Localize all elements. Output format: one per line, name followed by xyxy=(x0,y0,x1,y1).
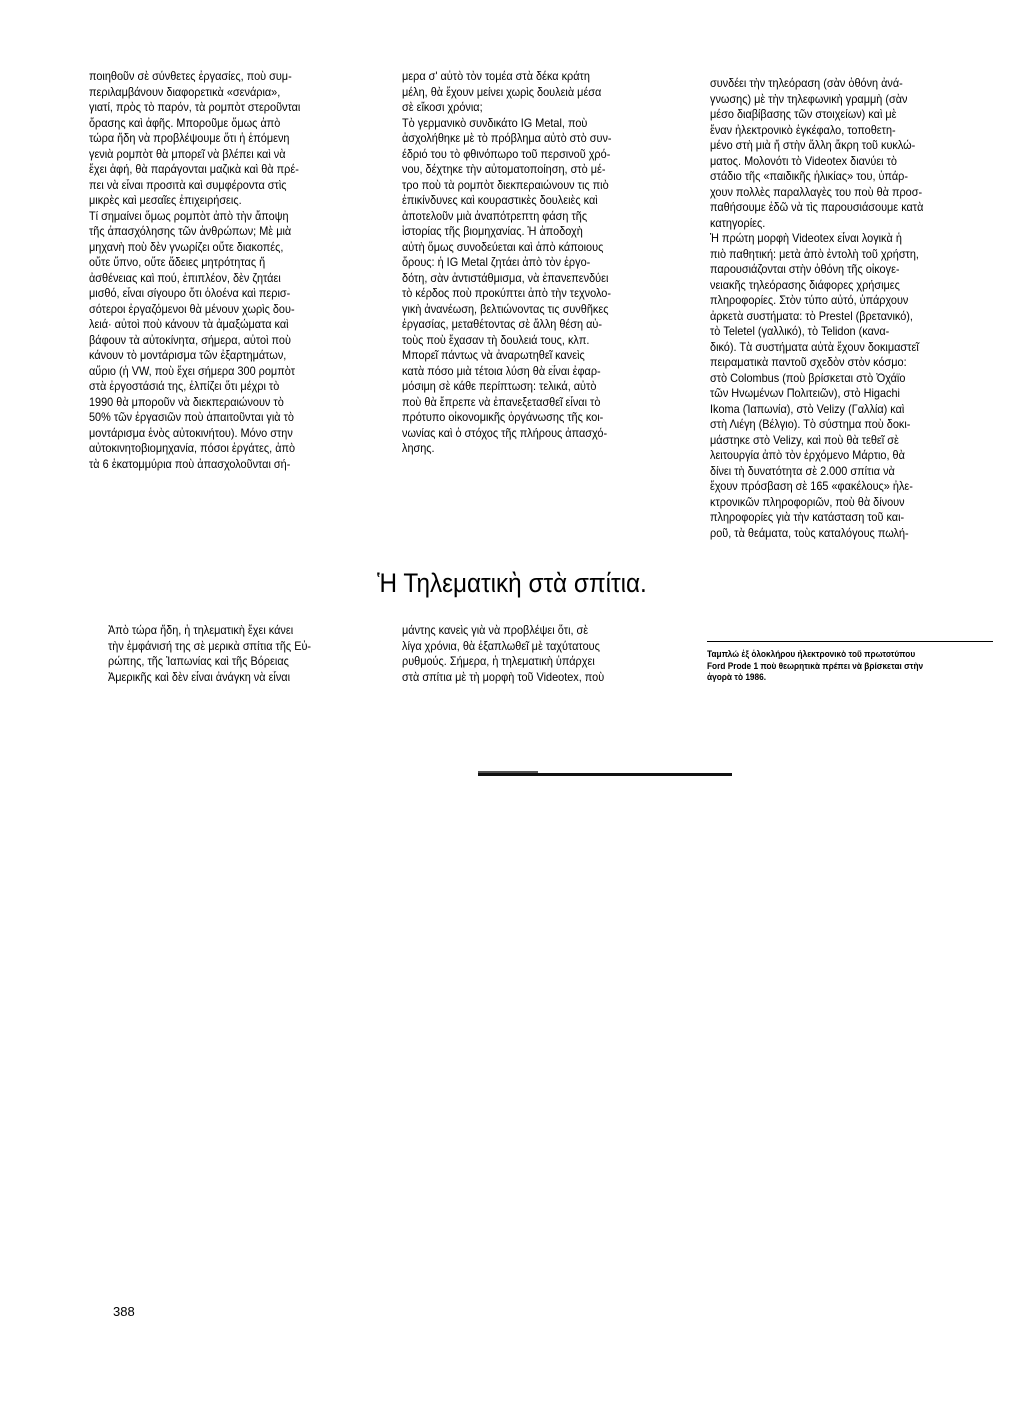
column-2-line: πρότυπο οἰκονομικῆς ὀργάνωσης τῆς κοι- xyxy=(402,411,604,424)
column-2-line: έδριό του τὸ φθινόπωρο τοῦ περσινοῦ χρό- xyxy=(402,147,611,161)
column-1-bottom-line: τὴν ἐμφάνισή της σὲ μερικὰ σπίτια τῆς Εὐ- xyxy=(108,639,312,653)
column-3-line: μάστηκε στὸ Velizy, καὶ ποὺ θὰ τεθεῖ σὲ xyxy=(710,433,899,447)
column-3-line: στάδιο τῆς «παιδικῆς ἡλικίας» του, ὑπάρ- xyxy=(710,170,908,183)
column-2-line: τὸ κέρδος ποὺ προκύπτει ἀπὸ τὴν τεχνολο- xyxy=(402,287,611,300)
column-3-line: στὸ Colombus (ποὺ βρίσκεται στὸ Ὀχάϊο xyxy=(710,371,906,385)
column-2-line: νου, δέχτηκε τὴν αὐτοματοποίηση, στὸ μέ- xyxy=(402,163,606,176)
column-3-line: τὸ Teletel (γαλλικό), τὸ Telidon (κανα- xyxy=(710,325,890,338)
column-2-bottom-line: μάντης κανεὶς γιὰ νὰ προβλέψει ὅτι, σὲ xyxy=(402,624,589,637)
column-2-line: αὐτὴ ὅμως συνοδεύεται καὶ ἀπὸ κάποιους xyxy=(402,240,604,254)
column-2-line: κατὰ πόσο μιὰ τέτοια λύση θὰ εἶναι ἐφαρ- xyxy=(402,364,601,378)
column-3-line: νειακῆς τηλεόρασης διάφορες χρήσιμες xyxy=(710,278,900,292)
column-3-line: ροῦ, τὰ θεάματα, τοὺς καταλόγους πωλή- xyxy=(710,526,909,540)
column-1-line: κάνουν τὸ μοντάρισμα τῶν ἐξαρτημάτων, xyxy=(89,349,287,362)
column-3-line: ματος. Μολονότι τὸ Videotex διανύει τὸ xyxy=(710,154,898,168)
scan-mark xyxy=(478,773,732,776)
column-1-bottom-line: Ἀμερικῆς καὶ δὲν εἶναι ἀνάγκη νὰ εἶναι xyxy=(108,670,291,684)
column-1-bottom xyxy=(108,623,388,685)
column-1-line: μισθό, εἶναι σίγουρο ὅτι ὁλοένα καὶ περισ- xyxy=(89,287,291,300)
column-3-line: ἕναν ἠλεκτρονικὸ ἐγκέφαλο, τοποθετη- xyxy=(710,123,896,137)
column-1-line: μηχανὴ ποὺ δὲν γνωρίζει οὔτε διακοπές, xyxy=(89,240,284,254)
column-1-line: τὰ 6 ἑκατομμύρια ποὺ ἀπασχολοῦνται σή- xyxy=(89,457,291,471)
column-2-bottom-line: στὰ σπίτια μὲ τὴ μορφὴ τοῦ Videotex, ποὺ xyxy=(402,670,605,684)
column-2-line: δότη, σὰν ἀντιστάθμισμα, νὰ ἐπανεπενδύει xyxy=(402,271,609,285)
column-2-line: γικὴ ἀνανέωση, βελτιώνοντας τις συνθῆκες xyxy=(402,302,609,316)
page-number: 388 xyxy=(113,1304,135,1319)
photo-caption xyxy=(707,649,997,684)
column-1-line: λειά· αὐτοὶ ποὺ κάνουν τὰ ἀμαξώματα καὶ xyxy=(89,318,289,331)
column-2-line: ἐπικίνδυνες καὶ κουραστικὲς δουλειὲς καὶ xyxy=(402,194,598,207)
column-1-line: ὅρασης καὶ ἀφῆς. Μποροῦμε ὅμως ἀπὸ xyxy=(89,116,281,130)
column-3-line: παθήσουμε ἐδῶ νὰ τὶς παρουσιάσουμε κατὰ xyxy=(710,201,924,214)
column-3-line: μένο στὴ μιὰ ἤ στὴν ἄλλη ἄκρη τοῦ κυκλώ- xyxy=(710,139,916,152)
column-3-line: γνωσης) μὲ τὴν τηλεφωνικὴ γραμμὴ (σὰν xyxy=(710,92,908,106)
column-3-line: παρουσιάζονται στὴν ὀθόνη τῆς οἰκογε- xyxy=(710,263,900,276)
column-2-line: λησης. xyxy=(402,442,435,455)
column-3-line: πειραματικὰ παντοῦ σχεδὸν στὸν κόσμο: xyxy=(710,356,907,369)
column-2-line: ὅρους: ἡ IG Metal ζητάει ἀπὸ τὸν ἐργο- xyxy=(402,256,591,269)
column-2-bottom-line: λίγα χρόνια, θὰ ἐξαπλωθεῖ μὲ ταχύτατους xyxy=(402,639,600,653)
column-2-line: ποὺ θὰ ἔπρεπε νὰ ἐπανεξετασθεῖ εἶναι τὸ xyxy=(402,395,601,409)
column-1-line: ἔχει ἀφή, θὰ παράγονται μαζικὰ καὶ θὰ πρέ- xyxy=(89,163,299,176)
column-1-top xyxy=(89,69,381,472)
column-1-line: στὰ ἐργοστάσιά της, ἐλπίζει ὅτι μέχρι τὸ xyxy=(89,380,280,393)
column-1-line: γενιὰ ρομπὸτ θὰ μπορεῖ νὰ βλέπει καὶ νὰ xyxy=(89,147,286,161)
column-1-bottom-line: Ἀπὸ τώρα ἤδη, ἡ τηλεματικὴ ἔχει κάνει xyxy=(108,624,294,637)
column-3-top xyxy=(710,76,1010,541)
column-1-line: οὔτε ὕπνο, οὔτε ἄδειες μητρότητας ἤ xyxy=(89,256,266,269)
column-3-line: Ἡ πρώτη μορφὴ Videotex εἶναι λογικὰ ἡ xyxy=(710,232,902,245)
column-1-line: 50% τῶν ἐργασιῶν ποὺ ἀπαιτοῦνται γιὰ τὸ xyxy=(89,411,294,424)
column-3-line: ἀρκετὰ συστήματα: τὸ Prestel (βρετανικό), xyxy=(710,309,913,323)
column-1-line: περιλαμβάνουν διαφορετικὰ «σενάρια», xyxy=(89,85,281,99)
column-3-line: κτρονικῶν πληροφοριῶν, ποὺ θὰ δίνουν xyxy=(710,495,905,509)
column-1-line: 1990 θὰ μποροῦν νὰ διεκπεραιώνουν τὸ xyxy=(89,395,284,409)
column-2-line: νωνίας καὶ ὁ στόχος τῆς πλήρους ἀπασχό- xyxy=(402,426,608,440)
caption-rule xyxy=(707,641,993,642)
column-1-line: τώρα ἤδη νὰ προβλέψουμε ὅτι ἡ ἑπόμενη xyxy=(89,132,290,145)
column-2-line: Τὸ γερμανικὸ συνδικάτο IG Metal, ποὺ xyxy=(402,116,588,130)
column-3-line: κατηγορίες. xyxy=(710,216,766,230)
column-3-line: τῶν Ηνωμένων Πολιτειῶν), στὸ Higachi xyxy=(710,387,900,400)
column-2-line: ἱστορίας τῆς βιομηχανίας. Ἡ ἀποδοχὴ xyxy=(402,225,583,238)
column-3-line: στὴ Λιέγη (Βέλγιο). Τὸ σύστημα ποὺ δοκι- xyxy=(710,418,911,431)
column-1-line: ἀσθένειας καὶ πού, ἐπιπλέον, δὲν ζητάει xyxy=(89,271,281,285)
column-1-line: αὐτοκινητοβιομηχανία, πόσοι ἐργάτες, ἀπὸ xyxy=(89,442,296,455)
column-2-bottom-line: ρυθμούς. Σήμερα, ἡ τηλεματικὴ ὑπάρχει xyxy=(402,655,595,668)
column-3-line: ἔχουν πρόσβαση σὲ 165 «φακέλους» ἠλε- xyxy=(710,480,913,493)
column-2-line: τοὺς ποὺ ἔχασαν τὴ δουλειά τους, κλπ. xyxy=(402,333,590,347)
column-3-line: μέσο διαβίβασης τῶν στοιχείων) καὶ μὲ xyxy=(710,108,897,121)
column-3-line: πληροφορίες γιὰ τὴν κατάσταση τοῦ και- xyxy=(710,511,905,524)
column-3-line: συνδέει τὴν τηλεόραση (σὰν ὀθόνη ἀνά- xyxy=(710,77,903,90)
caption-line: ἀγορὰ τὸ 1986. xyxy=(707,672,767,682)
column-3-line: Ikoma (Ἰαπωνία), στὸ Velizy (Γαλλία) καὶ xyxy=(710,402,905,416)
column-1-line: μικρὲς καὶ μεσαῖες ἐπιχειρήσεις. xyxy=(89,194,242,207)
column-1-bottom-line: ρώπης, τῆς Ἰαπωνίας καὶ τῆς Βόρειας xyxy=(108,655,289,668)
section-heading: Ἡ Τηλεματικὴ στὰ σπίτια. xyxy=(377,568,647,598)
column-1-line: μοντάρισμα ἑνὸς αὐτοκινήτου). Μόνο στην xyxy=(89,426,293,440)
column-2-line: μερα σ' αὐτὸ τὸν τομέα στὰ δέκα κράτη xyxy=(402,70,590,83)
column-2-line: ἀσχολήθηκε μὲ τὸ πρόβλημα αὐτὸ στὸ συν- xyxy=(402,132,612,145)
caption-line: Ford Prode 1 ποὺ θεωρητικὰ πρέπει νὰ βρίσκεται στὴν xyxy=(707,660,924,671)
column-2-line: σὲ εἴκοσι χρόνια; xyxy=(402,101,483,114)
column-2-line: μόσιμη σὲ κάθε περίπτωση: τελικά, αὐτὸ xyxy=(402,380,597,393)
column-3-line: πληροφορίες. Στὸν τύπο αὐτό, ὑπάρχουν xyxy=(710,294,909,307)
column-2-top xyxy=(402,69,702,457)
column-2-line: Μπορεῖ πάντως νὰ ἀναρωτηθεῖ κανεὶς xyxy=(402,349,585,362)
column-3-line: δικό). Τὰ συστήματα αὐτὰ ἔχουν δοκιμαστεῖ xyxy=(710,340,919,354)
column-1-line: Τί σημαίνει ὅμως ρομπὸτ ἀπὸ τὴν ἄποψη xyxy=(89,209,289,223)
column-1-line: σότεροι ἐργαζόμενοι θὰ μένουν χωρὶς δου- xyxy=(89,302,295,316)
column-3-line: πιὸ παθητική: μετὰ ἀπὸ ἐντολὴ τοῦ χρήστη, xyxy=(710,247,919,261)
column-1-line: γιατί, πρὸς τὸ παρόν, τὰ ρομπὸτ στεροῦνται xyxy=(89,101,301,114)
column-2-bottom xyxy=(402,623,702,685)
column-2-line: μέλη, θὰ ἔχουν μείνει χωρὶς δουλειὰ μέσα xyxy=(402,85,602,99)
column-1-line: βάφουν τὰ αὐτοκίνητα, σήμερα, αὐτοὶ ποὺ xyxy=(89,333,291,347)
column-1-line: αὔριο (ἡ VW, ποὺ ἔχει σήμερα 300 ρομπὸτ xyxy=(89,364,296,378)
column-3-line: δίνει τὴ δυνατότητα σὲ 2.000 σπίτια νὰ xyxy=(710,464,895,478)
column-2-line: ἐργασίας, μεταθέτοντας σὲ ἄλλη θέση αὐ- xyxy=(402,318,602,331)
caption-line: Ταμπλώ ἐξ ὁλοκλήρου ἠλεκτρονικὸ τοῦ πρωτοτύπου xyxy=(707,649,916,659)
column-3-line: χουν πολλὲς παραλλαγὲς του ποὺ θὰ προσ- xyxy=(710,185,923,199)
column-1-line: τῆς ἀπασχόλησης τῶν ἀνθρώπων; Μὲ μιὰ xyxy=(89,225,292,238)
column-1-line: πει νὰ εἶναι προσιτὰ καὶ συμφέροντα στὶς xyxy=(89,178,287,192)
column-1-line: ποιηθοῦν σὲ σύνθετες ἐργασίες, ποὺ συμ- xyxy=(89,70,292,83)
column-3-line: λειτουργία ἀπὸ τὸν ἐρχόμενο Μάρτιο, θὰ xyxy=(710,449,905,462)
column-2-line: τρο ποὺ τὰ ρομπὸτ διεκπεραιώνουν τις πιὸ xyxy=(402,178,609,192)
column-2-line: ἀποτελοῦν μιὰ ἀναπότρεπτη φάση τῆς xyxy=(402,209,588,223)
